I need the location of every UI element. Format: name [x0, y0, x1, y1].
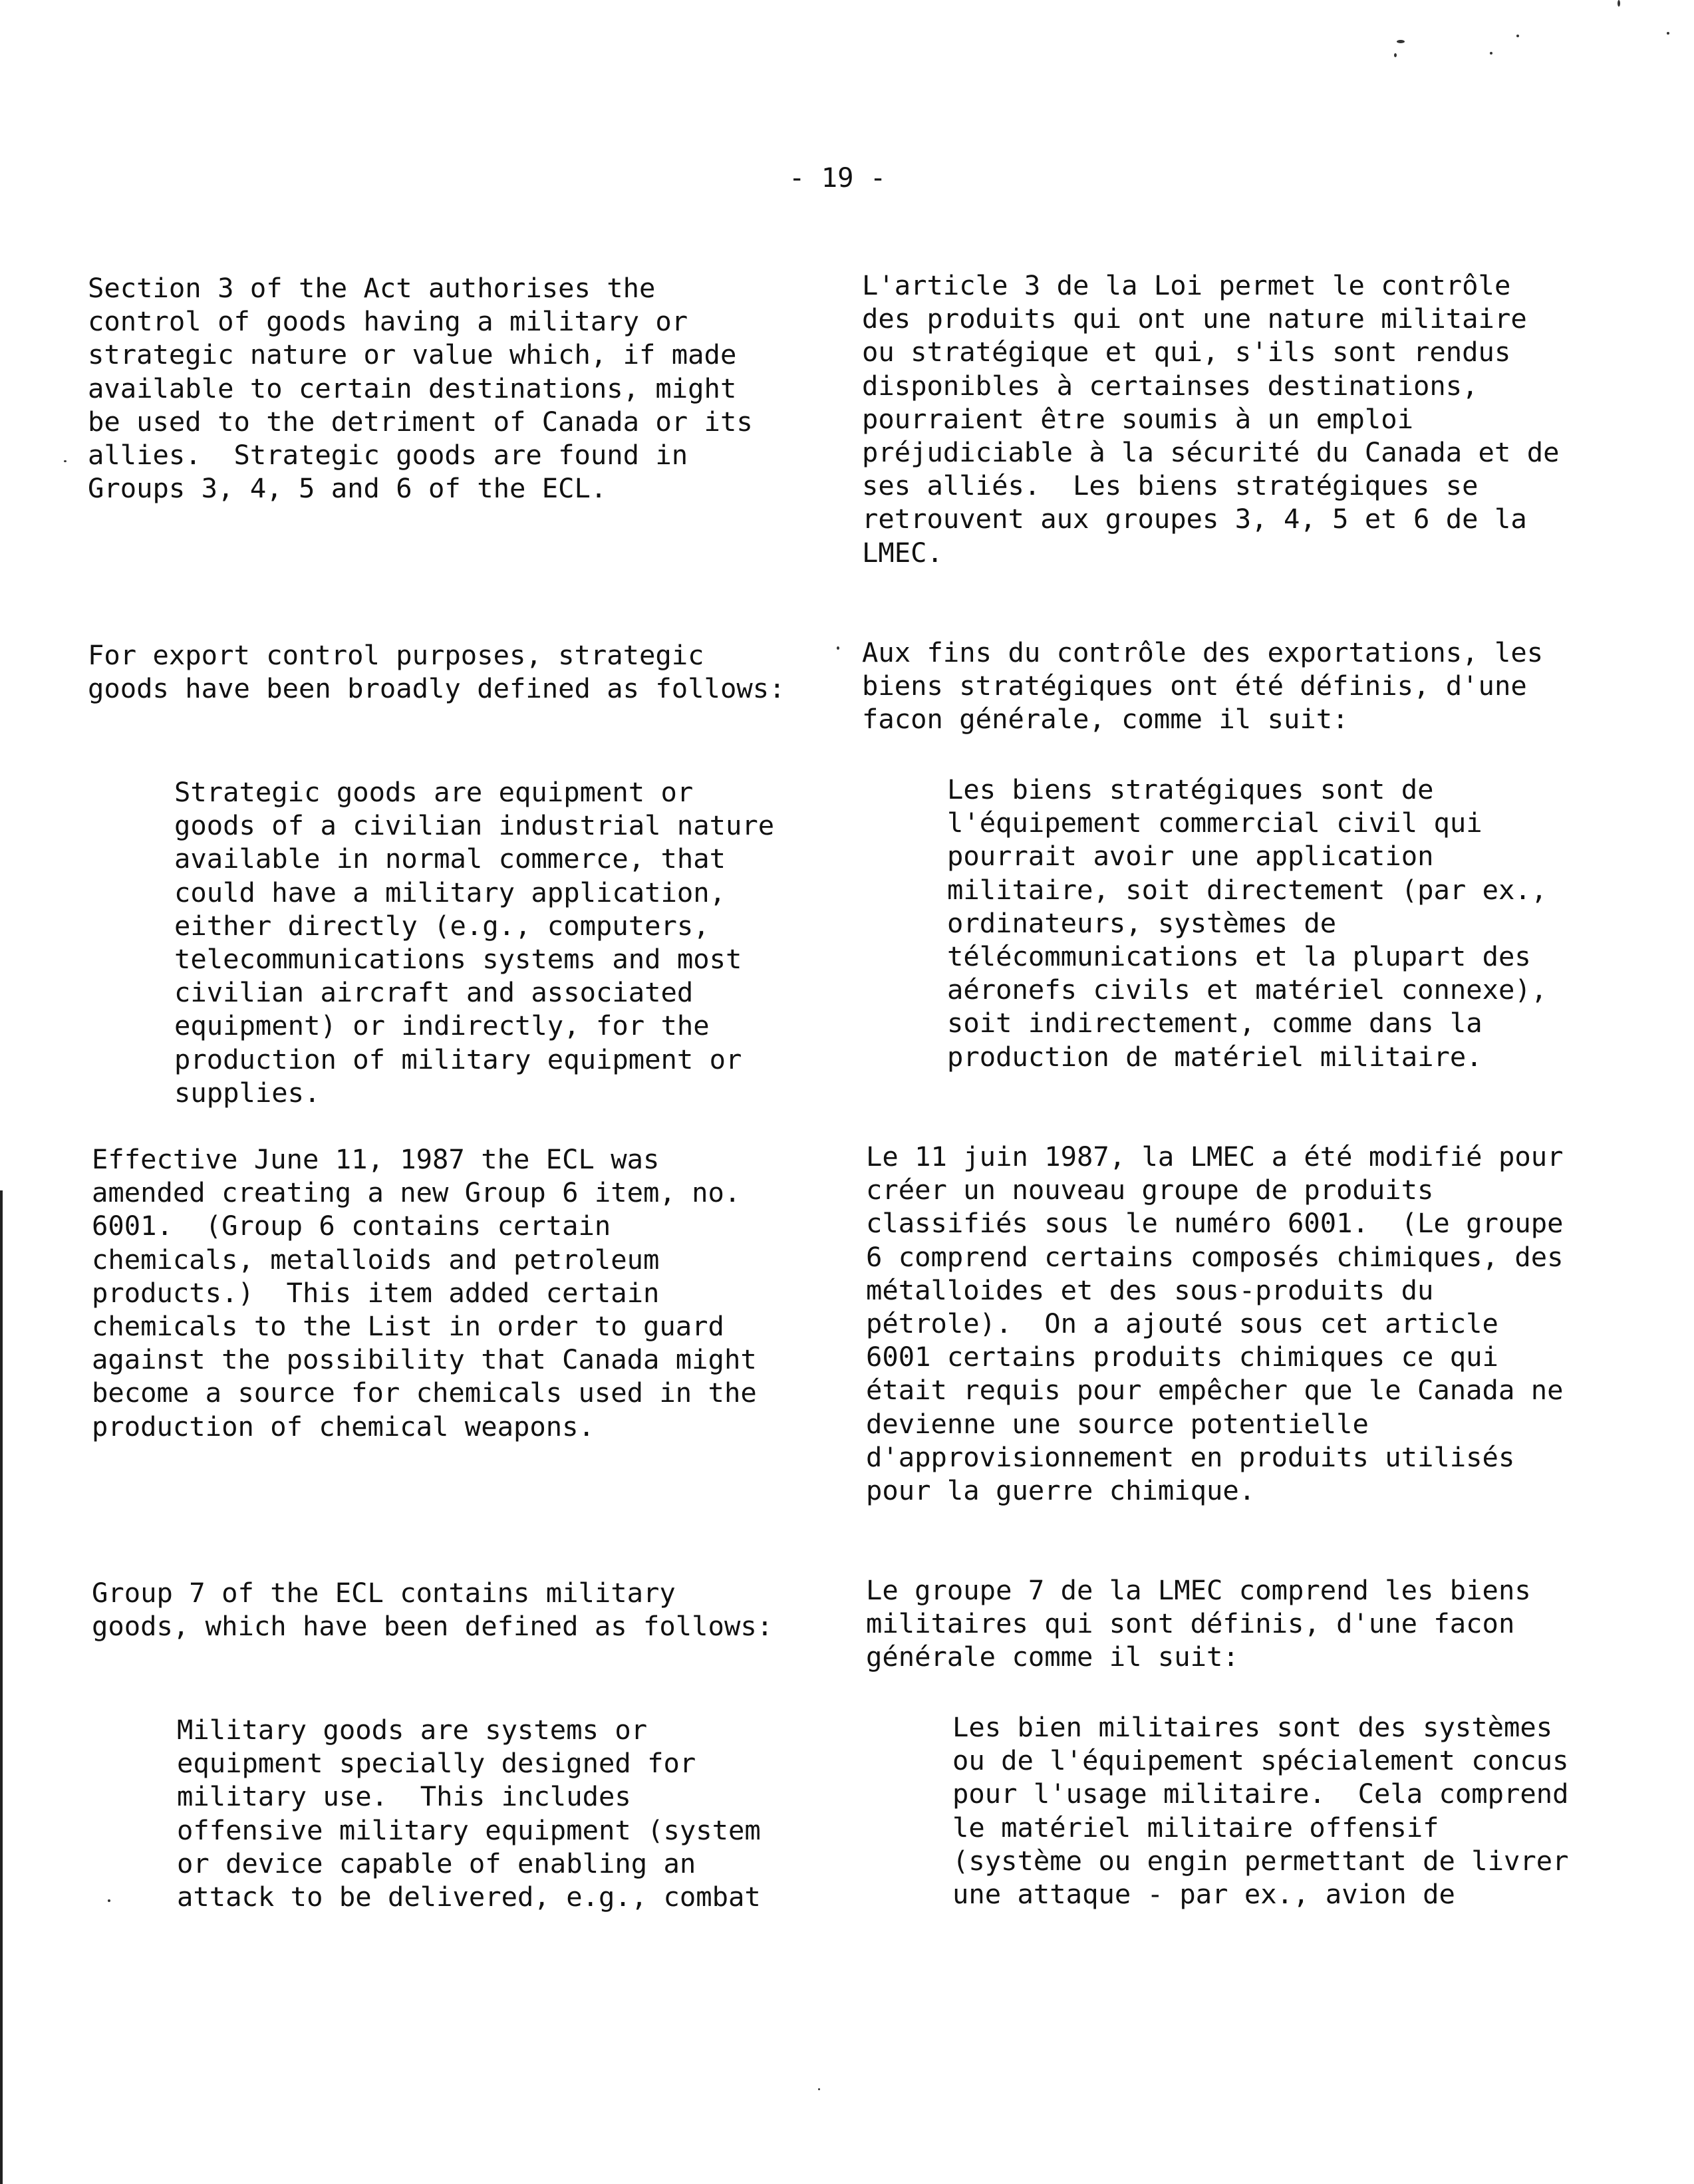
scan-speck [837, 646, 839, 650]
english-paragraph-group-7: Group 7 of the ECL contains military goods, which have been defined as follows: [92, 1577, 774, 1643]
scan-edge-mark [0, 1190, 3, 2184]
french-paragraph-group-6-amendment: Le 11 juin 1987, la LMEC a été modifié pour créer un nouveau groupe de produits classifiés sous le numéro 6001. (Le groupe 6 comprend certains composés chimiques, des métalloides et des sous-produits du pétrole). On a ajouté sous cet article 6001 certains produits chimiques ce qui était requis pour empêcher que le Canada ne devienne une source potentielle d'approvisionnement en produits utilisés pour la guerre chimique. [866, 1141, 1564, 1507]
english-paragraph-section-3: Section 3 of the Act authorises the control of goods having a military or strategic nature or value which, if made available to certain destinations, might be used to the detriment of Canada or its allies. Strategic goods are found in Groups 3, 4, 5 and 6 of the ECL. [88, 272, 753, 505]
english-paragraph-group-6-amendment: Effective June 11, 1987 the ECL was amended creating a new Group 6 item, no. 6001. (Group 6 contains certain chemicals, metalloids and petroleum products.) This item added certain chemicals to the List in order to guard against the possibility that Canada might become a source for chemicals used in the production of chemical weapons. [92, 1143, 757, 1442]
french-definition-military-goods: Les bien militaires sont des systèmes ou de l'équipement spécialement concus pour l'usage militaire. Cela comprend le matériel militaire offensif (système ou engin permettant de livrer une attaque - par ex., avion de [952, 1711, 1569, 1911]
scan-speck [1397, 40, 1405, 43]
english-definition-strategic-goods: Strategic goods are equipment or goods of a civilian industrial nature available in normal commerce, that could have a military application, either directly (e.g., computers, telecommunications systems and most civilian aircraft and associated equipment) or indirectly, for the production of military equipment or supplies. [174, 776, 775, 1109]
french-paragraph-article-3: L'article 3 de la Loi permet le contrôle des produits qui ont une nature militaire ou stratégique et qui, s'ils sont rendus disponibles à certainses destinations, pourraient être soumis à un emploi préjudiciable à la sécurité du Canada et de ses alliés. Les biens stratégiques se retrouvent aux groupes 3, 4, 5 et 6 de la LMEC. [862, 269, 1560, 569]
scan-speck [1490, 52, 1492, 55]
french-paragraph-group-7: Le groupe 7 de la LMEC comprend les biens militaires qui sont définis, d'une facon générale comme il suit: [866, 1574, 1531, 1673]
scan-speck [1516, 35, 1519, 37]
scan-speck [1667, 32, 1669, 35]
scan-speck [1618, 0, 1620, 7]
scan-speck [108, 1899, 110, 1902]
page-number: - 19 - [789, 162, 887, 194]
french-paragraph-export-control: Aux fins du contrôle des exportations, les biens stratégiques ont été définis, d'une facon générale, comme il suit: [862, 636, 1544, 736]
scan-speck [818, 2088, 820, 2090]
french-definition-strategic-goods: Les biens stratégiques sont de l'équipement commercial civil qui pourrait avoir une application militaire, soit directement (par ex., ordinateurs, systèmes de télécommunications et la plupart des aéronefs civils et matériel connexe), soit indirectement, comme dans la production de matériel militaire. [947, 773, 1548, 1073]
scan-speck [1394, 53, 1397, 57]
english-definition-military-goods: Military goods are systems or equipment specially designed for military use. This includes offensive military equipment (system or device capable of enabling an attack to be delivered, e.g., combat [177, 1714, 761, 1913]
english-paragraph-export-control: For export control purposes, strategic goods have been broadly defined as follows: [88, 639, 785, 705]
scan-speck [64, 460, 67, 462]
